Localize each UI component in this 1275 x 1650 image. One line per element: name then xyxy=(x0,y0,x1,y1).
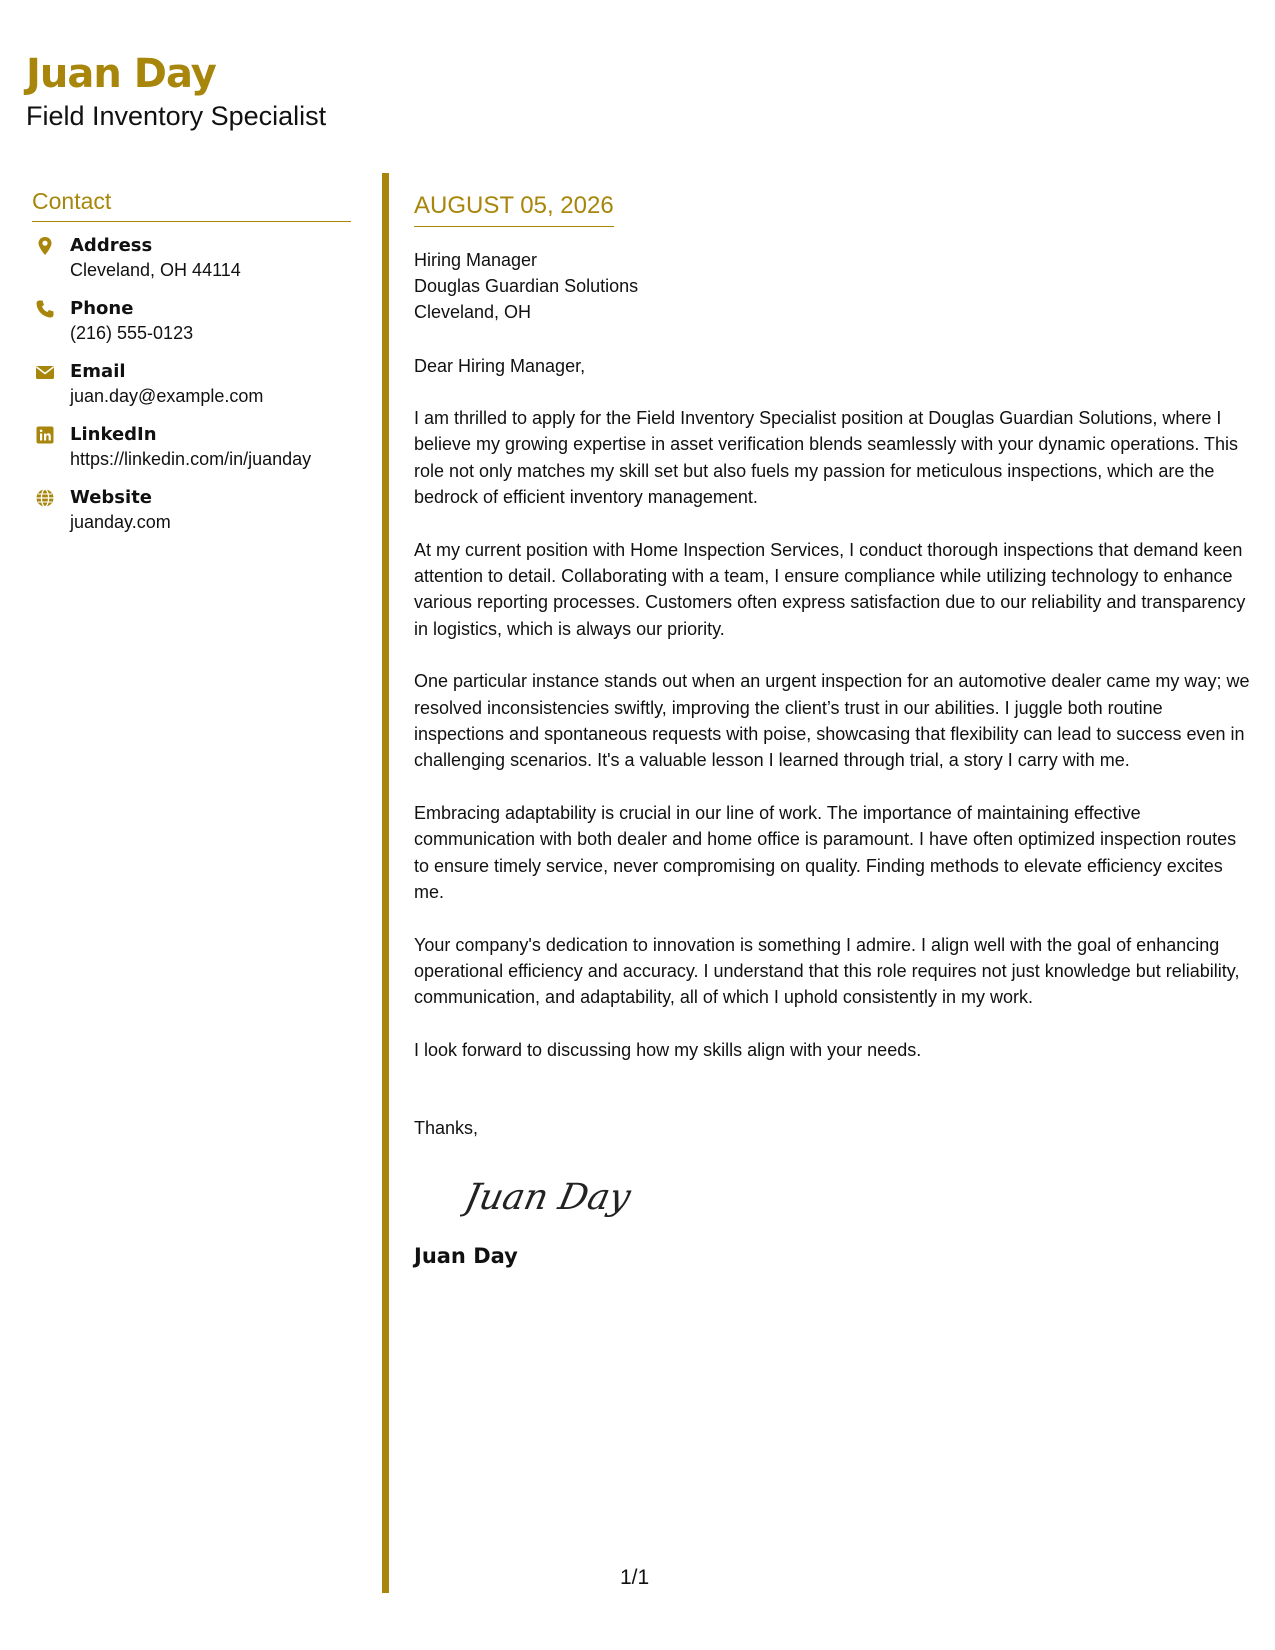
contact-label: LinkedIn xyxy=(70,424,157,445)
paragraph: I am thrilled to apply for the Field Inventory Specialist position at Douglas Guardian Solutions, where I believe my growing expertise in asset verification blends seamlessly with your dynamic operations. This role not only matches my skill set but also fuels my passion for meticulous inspections, which are the bedrock of efficient inventory management. xyxy=(414,408,1239,508)
recipient-line: Douglas Guardian Solutions xyxy=(414,276,639,296)
recipient-line: Cleveland, OH xyxy=(414,302,532,322)
contact-label: Address xyxy=(70,235,153,256)
map-pin-icon xyxy=(35,236,55,256)
applicant-name: Juan Day xyxy=(26,51,216,97)
contact-item-phone xyxy=(32,297,351,360)
contact-label: Website xyxy=(70,487,153,508)
contact-sidebar xyxy=(32,188,351,549)
handwritten-signature xyxy=(460,1167,680,1227)
linkedin-icon xyxy=(35,425,55,445)
paragraph: At my current position with Home Inspection Services, I conduct thorough inspections that demand keen attention to detail. Collaborating with a team, I ensure compliance while utilizing technology to enhance various reporting processes. Customers often express satisfaction due to our reliability and transparency in logistics, which is always our priority. xyxy=(414,539,1246,639)
letter-body xyxy=(414,192,1254,1268)
svg-text:Juan Day: Juan Day xyxy=(461,1175,635,1219)
contact-item-address xyxy=(32,234,351,297)
job-title: Field Inventory Specialist xyxy=(26,101,327,131)
contact-item-email xyxy=(32,360,351,423)
closing: Thanks, xyxy=(414,1118,479,1139)
contact-label: Phone xyxy=(70,298,134,319)
paragraph: I look forward to discussing how my skills align with your needs. xyxy=(414,1039,922,1060)
page-number: 1/1 xyxy=(620,1566,650,1589)
signer-name: Juan Day xyxy=(414,1244,518,1269)
paragraph: Your company's dedication to innovation is something I admire. I align well with the goal of enhancing operational efficiency and accuracy. I understand that this role requires not just knowledge but reliability, communication, and adaptability, all of which I uphold consistently in my work. xyxy=(414,934,1240,1008)
vertical-divider xyxy=(382,173,389,1593)
letter-date: AUGUST 05, 2026 xyxy=(414,192,614,227)
globe-icon xyxy=(35,488,55,508)
contact-value: juanday.com xyxy=(70,512,171,532)
contact-value: (216) 555-0123 xyxy=(70,323,194,343)
recipient-line: Hiring Manager xyxy=(414,250,538,270)
recipient-block xyxy=(414,247,1254,325)
contact-list xyxy=(32,234,351,549)
contact-item-website xyxy=(32,486,351,549)
header xyxy=(26,50,326,132)
contact-label: Email xyxy=(70,361,126,382)
paragraph: Embracing adaptability is crucial in our line of work. The importance of maintaining effective communication with both dealer and home office is paramount. I have often optimized inspection routes to ensure timely service, never compromising on quality. Finding methods to elevate efficiency excites me. xyxy=(414,802,1237,903)
salutation: Dear Hiring Manager, xyxy=(414,356,586,376)
contact-item-linkedin xyxy=(32,423,351,486)
paragraph: One particular instance stands out when an urgent inspection for an automotive dealer came my way; we resolved inconsistencies swiftly, improving the client’s trust in our abilities. I juggle both routine inspections and spontaneous requests with poise, showcasing that flexibility can lead to success even in challenging scenarios. It's a valuable lesson I learned through trial, a story I carry with me. xyxy=(414,671,1250,771)
contact-value: https://linkedin.com/in/juanday xyxy=(70,449,312,469)
envelope-icon xyxy=(35,362,55,382)
contact-value: Cleveland, OH 44114 xyxy=(70,260,241,280)
contact-heading: Contact xyxy=(32,188,351,222)
contact-value: juan.day@example.com xyxy=(70,386,264,406)
phone-icon xyxy=(35,299,55,319)
